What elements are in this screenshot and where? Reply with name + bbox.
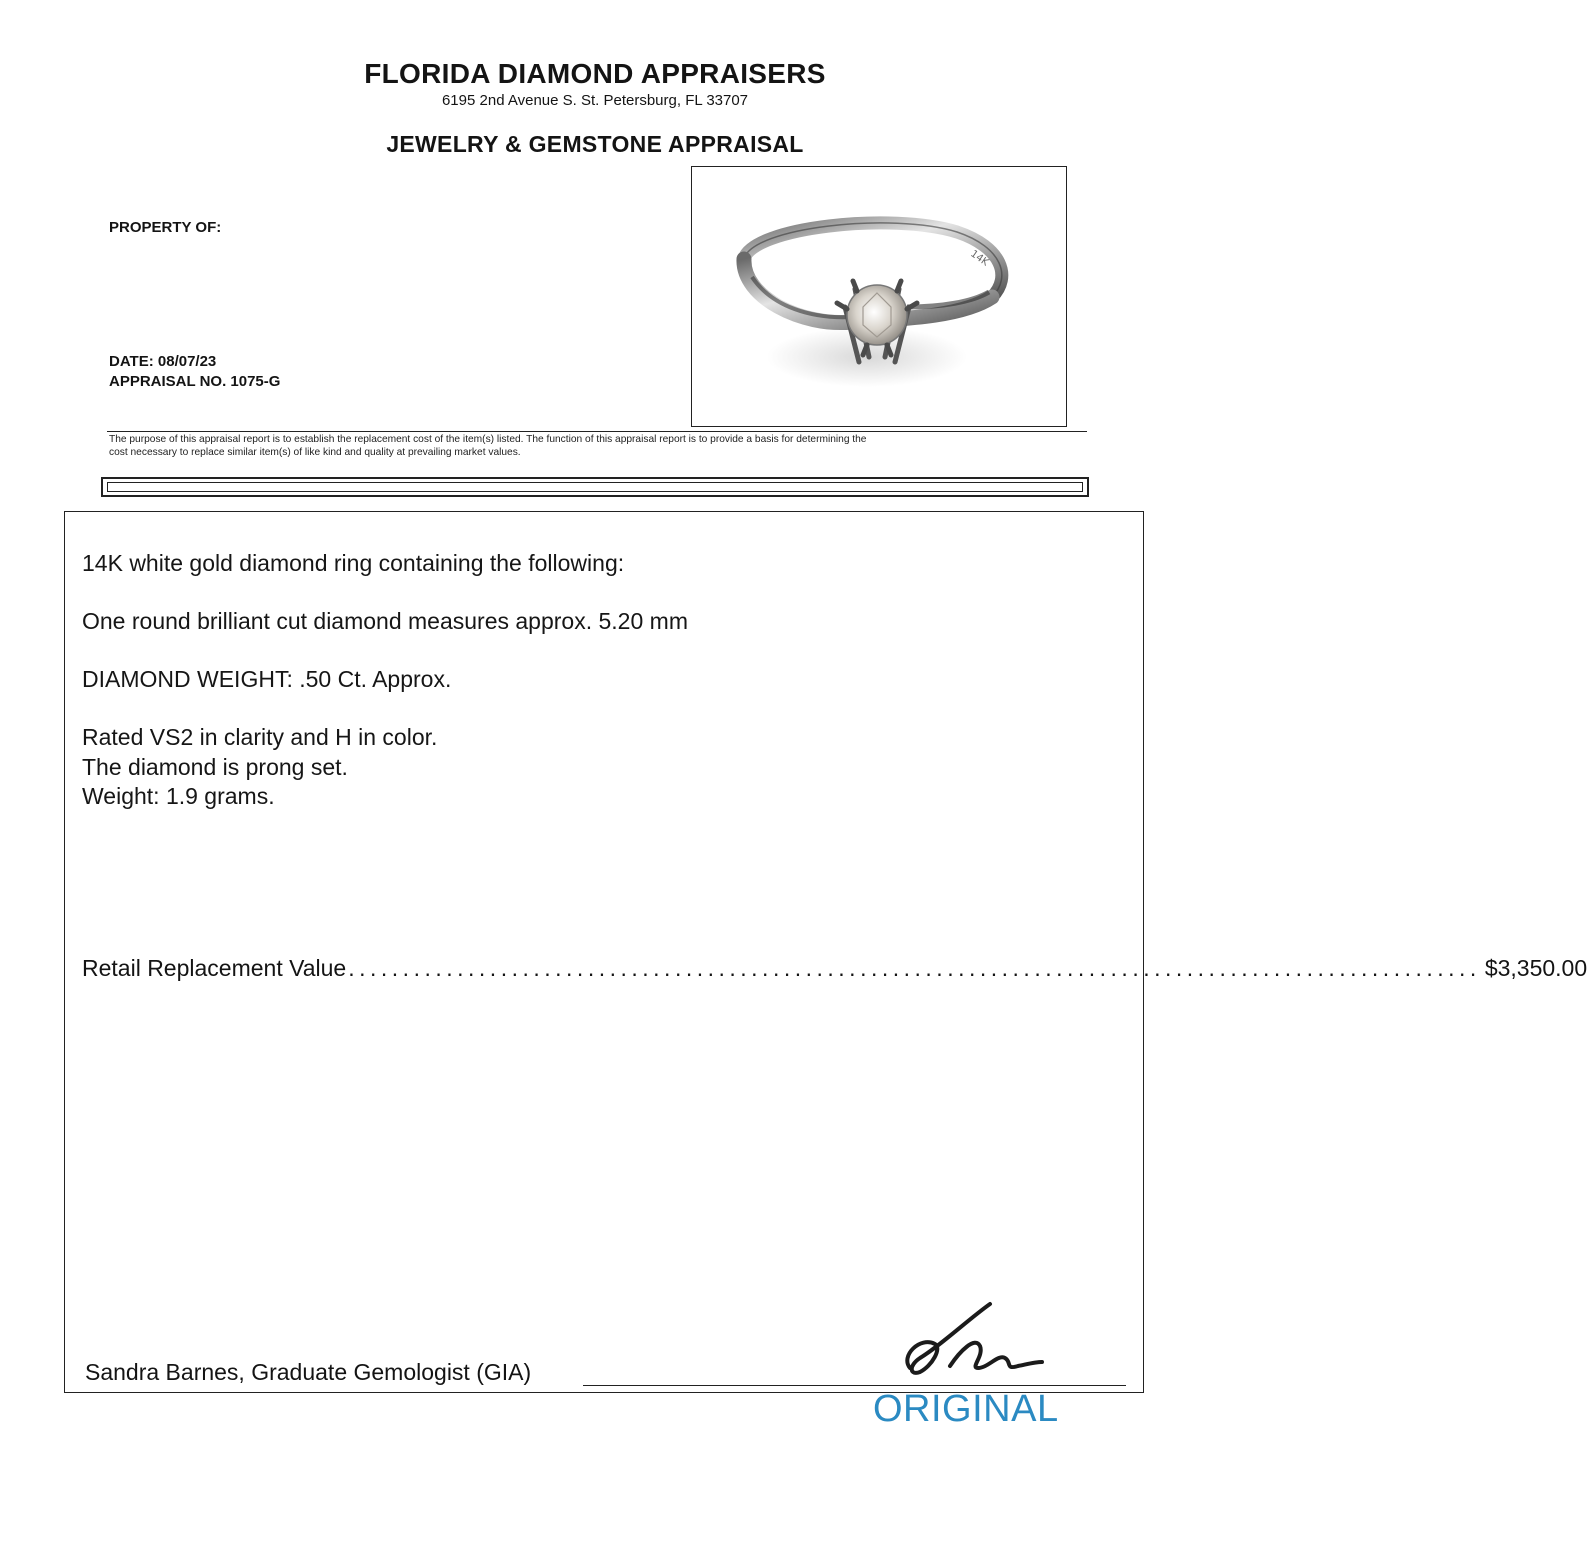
ring-photo (691, 166, 1067, 427)
property-of-label: PROPERTY OF: (109, 219, 222, 236)
leader-dots: ........................................................................................................ (348, 955, 1481, 981)
diamond-measurement: One round brilliant cut diamond measures approx. 5.20 mm (82, 608, 688, 634)
replacement-value-amount: $3,350.00 (1484, 955, 1587, 981)
ring-engraving: 14K (968, 248, 991, 269)
purpose-line-2: cost necessary to replace similar item(s) of like kind and quality at prevailing market values. (109, 447, 521, 458)
company-address: 6195 2nd Avenue S. St. Petersburg, FL 33707 (441, 92, 749, 109)
replacement-value-label: Retail Replacement Value (82, 955, 347, 981)
handwritten-signature (880, 1296, 1050, 1396)
appraisal-number: APPRAISAL NO. 1075-G (109, 373, 281, 390)
date-label: DATE: 08/07/23 (109, 353, 217, 370)
purpose-statement (109, 433, 1074, 459)
clarity-color: Rated VS2 in clarity and H in color. (82, 724, 438, 750)
company-name: FLORIDA DIAMOND APPRAISERS (364, 58, 826, 89)
setting-type: The diamond is prong set. (82, 753, 348, 780)
appraisal-details-box (64, 511, 1144, 1393)
total-weight: Weight: 1.9 grams. (82, 783, 275, 809)
original-stamp: ORIGINAL (873, 1388, 1059, 1430)
ring-icon (692, 167, 1066, 426)
document-title: JEWELRY & GEMSTONE APPRAISAL (386, 131, 804, 157)
header-divider (107, 431, 1087, 432)
decorative-double-rule (101, 477, 1089, 497)
appraiser-name: Sandra Barnes, Graduate Gemologist (GIA) (85, 1359, 532, 1385)
replacement-value-row (82, 955, 1587, 982)
purpose-line-1: The purpose of this appraisal report is to establish the replacement cost of the item(s) listed. The function of this appraisal report is to provide a basis for determining the (109, 434, 867, 445)
diamond-grading (82, 723, 437, 812)
item-description: 14K white gold diamond ring containing the following: (82, 550, 625, 576)
diamond-weight: DIAMOND WEIGHT: .50 Ct. Approx. (82, 666, 452, 692)
